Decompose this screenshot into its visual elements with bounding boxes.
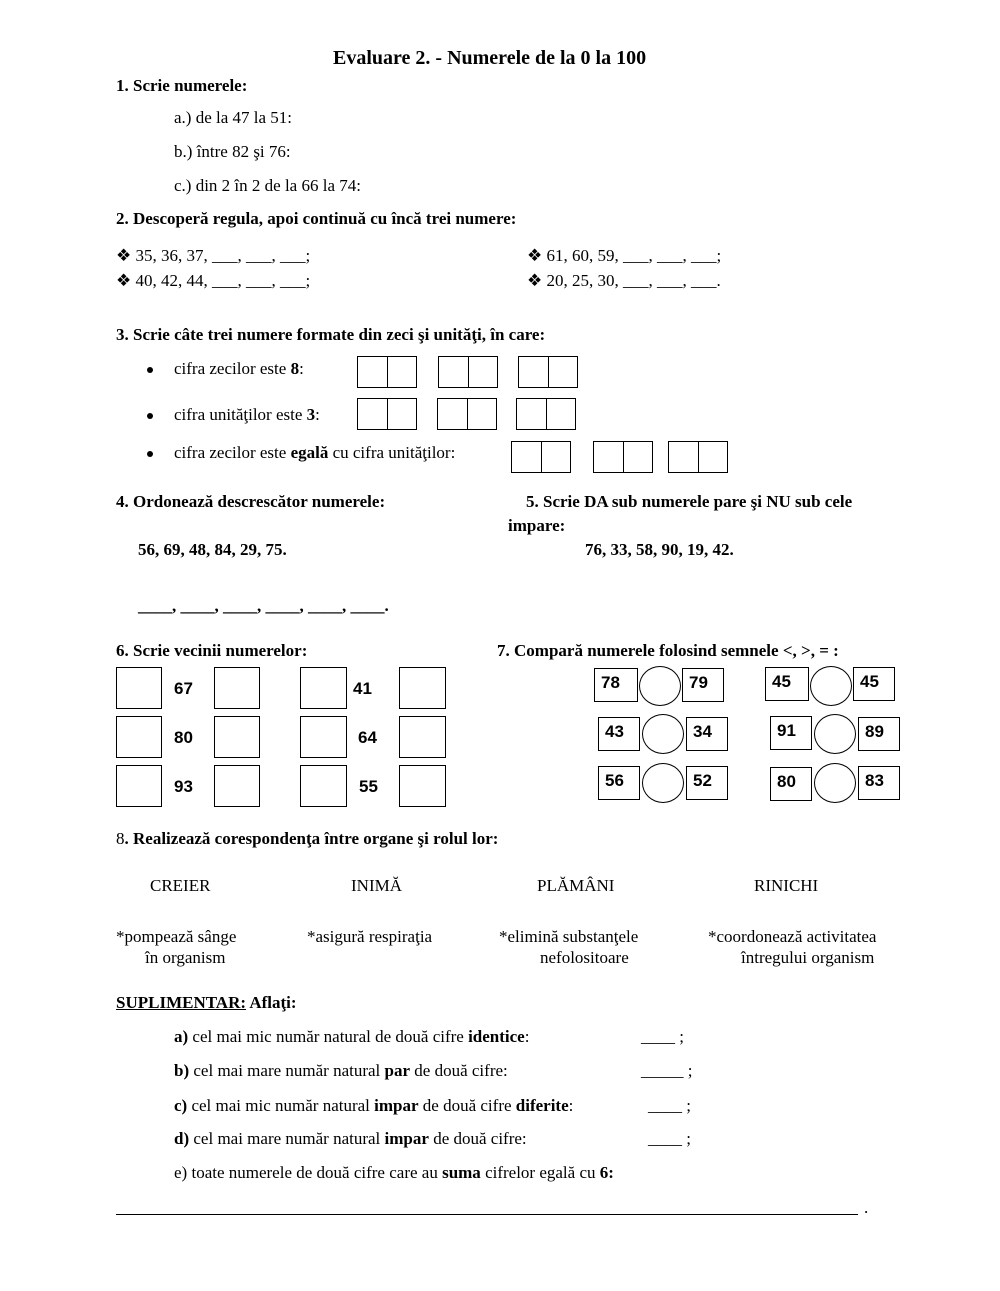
ex1-item-b: b.) între 82 şi 76: [174,142,291,161]
ex3-item2-label: cifra unităţilor este 3: [174,405,320,424]
ex1-heading: 1. Scrie numerele: [116,76,248,95]
role-label-line2: nefolositoare [540,948,629,967]
role-label-line1: *asigură respiraţia [307,927,433,946]
role-label-line2: întregului organism [741,948,875,967]
compare-number-box: 89 [858,717,900,751]
page-title: Evaluare 2. - Numerele de la 0 la 100 [333,47,647,69]
neighbor-input-box[interactable] [116,716,162,758]
digit-box-pair[interactable] [668,441,728,473]
compare-sign-circle[interactable] [810,666,852,706]
neighbor-input-box[interactable] [300,716,347,758]
compare-number-box: 91 [770,716,812,750]
ex4-heading: 4. Ordonează descrescător numerele: [116,492,386,511]
digit-box-pair[interactable] [593,441,653,473]
digit-box-pair[interactable] [516,398,576,430]
ex6-heading: 6. Scrie vecinii numerelor: [116,641,308,660]
role-label-line1: *pompează sânge [116,927,237,946]
extra-answer-blank-b[interactable]: _____ ; [641,1061,693,1080]
compare-sign-circle[interactable] [642,714,684,754]
neighbor-number: 80 [174,728,193,747]
digit-box-pair[interactable] [437,398,497,430]
organ-label: RINICHI [754,876,819,895]
bullet-icon [147,451,153,457]
neighbor-input-box[interactable] [300,765,347,807]
compare-sign-circle[interactable] [814,714,856,754]
neighbor-input-box[interactable] [399,667,446,709]
neighbor-number: 93 [174,777,193,796]
digit-box-pair[interactable] [518,356,578,388]
ex2-row1-left: ❖ 35, 36, 37, ___, ___, ___; [116,246,311,265]
extra-heading: SUPLIMENTAR: Aflaţi: [116,993,297,1012]
compare-sign-circle[interactable] [639,666,681,706]
organ-label: CREIER [150,876,211,895]
compare-sign-circle[interactable] [814,763,856,803]
role-label-line1: *coordonează activitatea [708,927,877,946]
compare-number-box: 83 [858,766,900,800]
organ-label: INIMĂ [351,876,402,895]
neighbor-number: 41 [353,679,372,698]
extra-item-b: b) cel mai mare număr natural par de două cifre: [174,1061,508,1080]
compare-sign-circle[interactable] [642,763,684,803]
neighbor-number: 64 [358,728,377,747]
answer-line-end: . [864,1198,869,1217]
extra-answer-blank-d[interactable]: ____ ; [648,1129,691,1148]
neighbor-number: 55 [359,777,378,796]
digit-box-pair[interactable] [357,398,417,430]
ex4-answer-blanks[interactable]: ____, ____, ____, ____, ____, ____. [138,596,389,615]
digit-box-pair[interactable] [438,356,498,388]
digit-box-pair[interactable] [511,441,571,473]
compare-number-box: 45 [853,667,895,701]
compare-number-box: 34 [686,717,728,751]
neighbor-input-box[interactable] [214,765,260,807]
ex2-row2-right: ❖ 20, 25, 30, ___, ___, ___. [527,271,721,290]
neighbor-input-box[interactable] [399,716,446,758]
ex4-numbers: 56, 69, 48, 84, 29, 75. [138,540,287,559]
digit-box-pair[interactable] [357,356,417,388]
neighbor-input-box[interactable] [399,765,446,807]
bullet-icon [147,413,153,419]
ex5-numbers: 76, 33, 58, 90, 19, 42. [585,540,734,559]
compare-number-box: 78 [594,668,638,702]
compare-number-box: 52 [686,766,728,800]
compare-number-box: 56 [598,766,640,800]
answer-line[interactable] [116,1214,858,1215]
ex8-heading: 8. Realizează corespondenţa între organe şi rolul lor: [116,829,499,848]
extra-item-d: d) cel mai mare număr natural impar de două cifre: [174,1129,527,1148]
compare-number-box: 80 [770,767,812,801]
compare-number-box: 45 [765,667,809,701]
extra-item-a: a) cel mai mic număr natural de două cifre identice: [174,1027,530,1046]
extra-answer-blank-a[interactable]: ____ ; [641,1027,684,1046]
role-label-line1: *elimină substanţele [499,927,639,946]
ex1-item-c: c.) din 2 în 2 de la 66 la 74: [174,176,361,195]
compare-number-box: 79 [682,668,724,702]
neighbor-input-box[interactable] [300,667,347,709]
neighbor-input-box[interactable] [214,716,260,758]
neighbor-input-box[interactable] [116,667,162,709]
ex2-row2-left: ❖ 40, 42, 44, ___, ___, ___; [116,271,311,290]
ex5-heading-line2: impare: [508,516,566,535]
extra-item-c: c) cel mai mic număr natural impar de două cifre diferite: [174,1096,574,1115]
extra-item-e: e) toate numerele de două cifre care au suma cifrelor egală cu 6: [174,1163,614,1182]
ex5-heading-line1: 5. Scrie DA sub numerele pare şi NU sub cele [526,492,853,511]
ex2-heading: 2. Descoperă regula, apoi continuă cu încă trei numere: [116,209,517,228]
ex3-item1-label: cifra zecilor este 8: [174,359,304,378]
ex3-heading: 3. Scrie câte trei numere formate din zeci şi unităţi, în care: [116,325,546,344]
neighbor-input-box[interactable] [214,667,260,709]
neighbor-number: 67 [174,679,193,698]
role-label-line2: în organism [145,948,226,967]
ex2-row1-right: ❖ 61, 60, 59, ___, ___, ___; [527,246,722,265]
ex3-item3-label: cifra zecilor este egală cu cifra unităţilor: [174,443,456,462]
bullet-icon [147,367,153,373]
compare-number-box: 43 [598,717,640,751]
ex7-heading: 7. Compară numerele folosind semnele <, >, = : [497,641,839,660]
organ-label: PLĂMÂNI [537,876,615,895]
extra-answer-blank-c[interactable]: ____ ; [648,1096,691,1115]
neighbor-input-box[interactable] [116,765,162,807]
ex1-item-a: a.) de la 47 la 51: [174,108,293,127]
